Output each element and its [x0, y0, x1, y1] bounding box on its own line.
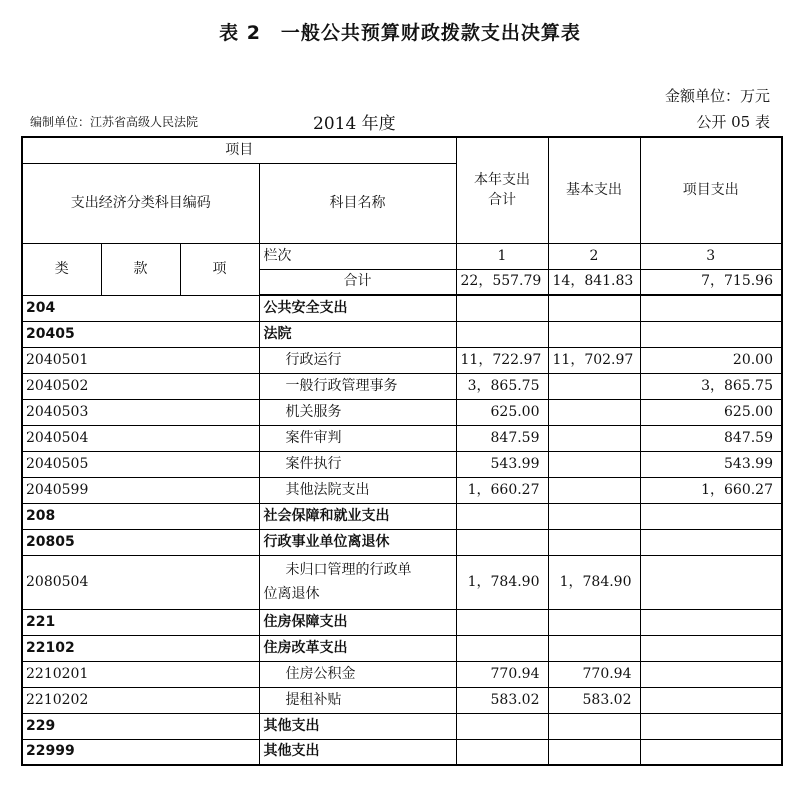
- row-basic: [548, 295, 640, 321]
- row-basic: [548, 529, 640, 555]
- header-econ-code: 支出经济分类科目编码: [22, 163, 259, 243]
- row-total: [456, 503, 548, 529]
- row-total: 3，865.75: [456, 373, 548, 399]
- row-name: 社会保障和就业支出: [259, 503, 456, 529]
- row-code: 2040501: [22, 347, 259, 373]
- col-number-3: 3: [640, 243, 782, 269]
- row-project: 20.00: [640, 347, 782, 373]
- form-number: 公开 05 表: [696, 113, 770, 131]
- row-name: 住房公积金: [259, 661, 456, 687]
- row-project: [640, 661, 782, 687]
- row-name: [259, 555, 456, 609]
- row-project: 625.00: [640, 399, 782, 425]
- table-row: [22, 347, 782, 373]
- row-total: 1，660.27: [456, 477, 548, 503]
- row-total: [456, 739, 548, 765]
- table-row: [22, 687, 782, 713]
- row-basic: [548, 425, 640, 451]
- row-basic: [548, 477, 640, 503]
- header-lanci: 栏次: [259, 243, 456, 269]
- row-name: 住房改革支出: [259, 635, 456, 661]
- row-name: 行政事业单位离退休: [259, 529, 456, 555]
- row-code: 2210201: [22, 661, 259, 687]
- row-name: 一般行政管理事务: [259, 373, 456, 399]
- row-code: 2080504: [22, 555, 259, 609]
- table-row: [22, 321, 782, 347]
- total-amount: 22，557.79: [456, 269, 548, 295]
- row-project: [640, 295, 782, 321]
- row-name: 机关服务: [259, 399, 456, 425]
- row-total: 770.94: [456, 661, 548, 687]
- row-basic: 11，702.97: [548, 347, 640, 373]
- header-lei: 类: [22, 243, 101, 295]
- row-name: 案件执行: [259, 451, 456, 477]
- row-name: 法院: [259, 321, 456, 347]
- row-total: [456, 529, 548, 555]
- row-basic: 1，784.90: [548, 555, 640, 609]
- table-row: [22, 739, 782, 765]
- row-code: 229: [22, 713, 259, 739]
- expenditure-table: [21, 136, 783, 766]
- header-total-line1: 本年支出: [474, 172, 530, 189]
- row-total: 543.99: [456, 451, 548, 477]
- row-name: 案件审判: [259, 425, 456, 451]
- row-basic: [548, 451, 640, 477]
- table-row: [22, 555, 782, 609]
- header-item: 项目: [22, 137, 456, 163]
- table-row: [22, 661, 782, 687]
- row-code: 2210202: [22, 687, 259, 713]
- fiscal-year: 2014 年度: [313, 114, 396, 134]
- row-basic: [548, 609, 640, 635]
- row-code: 2040599: [22, 477, 259, 503]
- row-basic: [548, 373, 640, 399]
- header-xiang: 项: [180, 243, 259, 295]
- row-basic: 770.94: [548, 661, 640, 687]
- row-basic: [548, 321, 640, 347]
- row-project: [640, 687, 782, 713]
- row-name: 行政运行: [259, 347, 456, 373]
- col-number-1: 1: [456, 243, 548, 269]
- row-project: [640, 503, 782, 529]
- row-code: 2040504: [22, 425, 259, 451]
- table-row: [22, 451, 782, 477]
- row-total: [456, 321, 548, 347]
- header-total: [456, 137, 548, 243]
- row-total: 583.02: [456, 687, 548, 713]
- report-title: 表 2 一般公共预算财政拨款支出决算表: [219, 22, 581, 44]
- row-code: 2040503: [22, 399, 259, 425]
- row-code: 208: [22, 503, 259, 529]
- row-basic: 583.02: [548, 687, 640, 713]
- amount-unit: 金额单位：万元: [664, 87, 770, 105]
- row-code: 221: [22, 609, 259, 635]
- row-name: 其他法院支出: [259, 477, 456, 503]
- row-project: 847.59: [640, 425, 782, 451]
- row-project: [640, 555, 782, 609]
- col-number-2: 2: [548, 243, 640, 269]
- row-total: 625.00: [456, 399, 548, 425]
- table-row: [22, 295, 782, 321]
- table-row: [22, 529, 782, 555]
- organization: 编制单位：江苏省高级人民法院: [30, 115, 199, 129]
- row-total: 11，722.97: [456, 347, 548, 373]
- row-name-line1: 未归口管理的行政单: [285, 562, 412, 578]
- row-basic: [548, 399, 640, 425]
- row-project: [640, 739, 782, 765]
- row-code: 22102: [22, 635, 259, 661]
- row-project: [640, 321, 782, 347]
- header-row-item: [22, 137, 782, 163]
- row-total: 1，784.90: [456, 555, 548, 609]
- row-basic: [548, 503, 640, 529]
- row-name: 其他支出: [259, 739, 456, 765]
- row-name-line2: 位离退休: [263, 586, 320, 602]
- total-basic: 14，841.83: [548, 269, 640, 295]
- table-row: [22, 477, 782, 503]
- total-project: 7，715.96: [640, 269, 782, 295]
- table-row: [22, 609, 782, 635]
- total-label: 合计: [259, 269, 456, 295]
- row-name: 住房保障支出: [259, 609, 456, 635]
- row-basic: [548, 635, 640, 661]
- row-code: 20405: [22, 321, 259, 347]
- header-kuan: 款: [101, 243, 180, 295]
- row-name: 提租补贴: [259, 687, 456, 713]
- row-code: 2040505: [22, 451, 259, 477]
- table-row: [22, 399, 782, 425]
- row-project: [640, 713, 782, 739]
- row-project: [640, 635, 782, 661]
- row-total: [456, 713, 548, 739]
- row-project: 1，660.27: [640, 477, 782, 503]
- row-project: [640, 529, 782, 555]
- row-total: [456, 635, 548, 661]
- table-row: [22, 373, 782, 399]
- row-name: 公共安全支出: [259, 295, 456, 321]
- row-total: [456, 295, 548, 321]
- header-subject-name: 科目名称: [259, 163, 456, 243]
- row-project: 3，865.75: [640, 373, 782, 399]
- row-basic: [548, 739, 640, 765]
- row-code: 204: [22, 295, 259, 321]
- row-project: 543.99: [640, 451, 782, 477]
- row-code: 22999: [22, 739, 259, 765]
- row-name: 其他支出: [259, 713, 456, 739]
- row-total: 847.59: [456, 425, 548, 451]
- row-project: [640, 609, 782, 635]
- table-row: [22, 635, 782, 661]
- header-row-lanci: [22, 243, 782, 269]
- row-code: 2040502: [22, 373, 259, 399]
- table-row: [22, 425, 782, 451]
- row-total: [456, 609, 548, 635]
- table-row: [22, 503, 782, 529]
- row-code: 20805: [22, 529, 259, 555]
- header-basic: 基本支出: [548, 137, 640, 243]
- row-basic: [548, 713, 640, 739]
- table-row: [22, 713, 782, 739]
- header-total-line2: 合计: [488, 192, 516, 209]
- header-project: 项目支出: [640, 137, 782, 243]
